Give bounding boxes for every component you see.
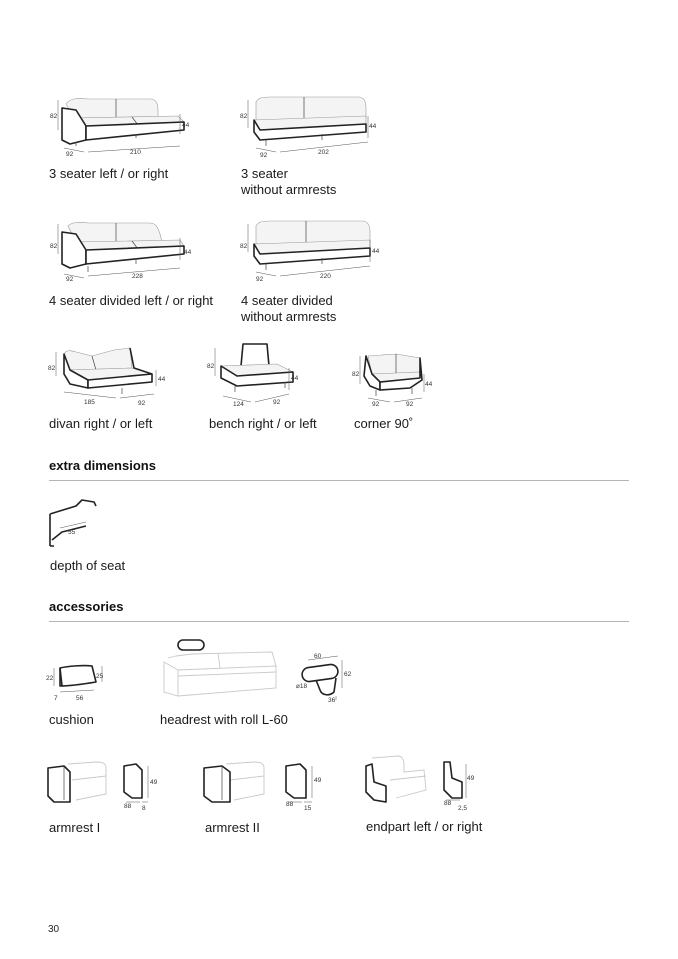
caption-3-seater: 3 seater left / or right	[49, 166, 169, 181]
dim-depth-label: 92	[256, 276, 264, 283]
dim-armrest1-w-label: 8	[142, 805, 146, 812]
dim-width-label: 185	[84, 399, 95, 406]
bench-drawing	[205, 340, 305, 410]
corner-drawing	[350, 350, 440, 410]
armrest-2-sofa-drawing	[202, 754, 272, 810]
dim-width-label: 210	[130, 149, 141, 156]
armrest-1-sofa-drawing	[46, 754, 116, 810]
dim-armrest2-h-label: 49	[314, 777, 322, 784]
caption-bench: bench right / or left	[209, 416, 317, 431]
caption-corner: corner 90˚	[354, 416, 414, 431]
dim-armrest2-d-label: 88	[286, 801, 294, 808]
dim-seat-height-label: 44	[425, 381, 433, 388]
accessories-heading: accessories	[49, 599, 124, 614]
section-divider	[49, 621, 629, 622]
dim-armrest1-h-label: 49	[150, 779, 158, 786]
dim-width-label: 202	[318, 149, 329, 156]
dim-cushion-w-label: 56	[76, 695, 84, 702]
dim-height-label: 82	[207, 363, 215, 370]
dim-height-label: 82	[50, 243, 58, 250]
dim-seat-depth-label: 55	[68, 529, 76, 536]
dim-depth-left-label: 92	[372, 401, 380, 408]
sofa-4-seater-divided-drawing	[48, 220, 198, 284]
dim-seat-height-label: 44	[184, 249, 192, 256]
dim-height-label: 82	[240, 113, 248, 120]
dim-seat-height-label: 44	[158, 376, 166, 383]
dim-depth-right-label: 92	[406, 401, 414, 408]
dim-roll-height-label: 62	[344, 671, 352, 678]
headrest-roll-drawing	[296, 652, 360, 704]
dim-seat-height-label: 44	[369, 123, 377, 130]
dim-roll-diameter-label: ⌀18	[296, 683, 308, 690]
sofa-3-seater-drawing	[48, 96, 198, 160]
dim-cushion-d-label: 7	[54, 695, 58, 702]
dim-depth-label: 92	[273, 399, 281, 406]
sofa-4-seater-divided-no-arms-drawing	[240, 220, 385, 284]
caption-armrest-1: armrest I	[49, 820, 101, 835]
seat-depth-drawing	[46, 496, 106, 552]
dim-endpart-h-label: 49	[467, 775, 475, 782]
dim-height-label: 82	[48, 365, 56, 372]
cushion-drawing	[44, 662, 114, 704]
armrest-1-profile-drawing	[120, 760, 160, 812]
dim-armrest1-d-label: 88	[124, 803, 132, 810]
caption-cushion: cushion	[49, 712, 94, 727]
caption-4-seater-divided-no-arms: 4 seater divided without armrests	[241, 293, 337, 324]
dim-depth-label: 92	[260, 152, 268, 159]
dim-depth-label: 92	[66, 151, 74, 158]
divan-drawing	[48, 346, 173, 408]
dim-width-label: 220	[320, 273, 331, 280]
dim-roll-depth-label: 36	[328, 697, 336, 704]
dim-seat-height-label: 44	[291, 375, 299, 382]
dim-height-label: 82	[352, 371, 360, 378]
dim-height-label: 82	[240, 243, 248, 250]
extra-dimensions-heading: extra dimensions	[49, 458, 156, 473]
caption-endpart: endpart left / or right	[366, 819, 483, 834]
dim-endpart-d-label: 88	[444, 800, 452, 807]
dim-width-label: 124	[233, 401, 244, 408]
dim-seat-height-label: 44	[182, 122, 190, 129]
caption-armrest-2: armrest II	[205, 820, 260, 835]
headrest-sofa-drawing	[156, 636, 286, 704]
dim-depth-label: 92	[66, 276, 74, 283]
armrest-2-profile-drawing	[282, 760, 324, 812]
dim-cushion-h-label: 22	[46, 675, 54, 682]
caption-3-seater-no-arms: 3 seater without armrests	[241, 166, 337, 197]
sofa-3-seater-no-arms-drawing	[240, 96, 380, 160]
page-number: 30	[48, 924, 60, 935]
caption-headrest: headrest with roll L-60	[160, 712, 288, 727]
endpart-profile-drawing	[440, 758, 480, 812]
caption-divan: divan right / or left	[49, 416, 153, 431]
caption-depth-of-seat: depth of seat	[50, 558, 126, 573]
dim-depth-label: 92	[138, 400, 146, 407]
dim-width-label: 228	[132, 273, 143, 280]
section-divider	[49, 480, 629, 481]
dim-seat-height-label: 44	[372, 248, 380, 255]
caption-4-seater-divided: 4 seater divided left / or right	[49, 293, 214, 308]
endpart-sofa-drawing	[362, 752, 432, 808]
dim-armrest2-w-label: 15	[304, 805, 312, 812]
dim-height-label: 82	[50, 113, 58, 120]
dim-roll-length-label: 60	[314, 653, 322, 660]
dim-endpart-w-label: 2,5	[458, 805, 468, 812]
dim-cushion-h2-label: 25	[96, 673, 104, 680]
